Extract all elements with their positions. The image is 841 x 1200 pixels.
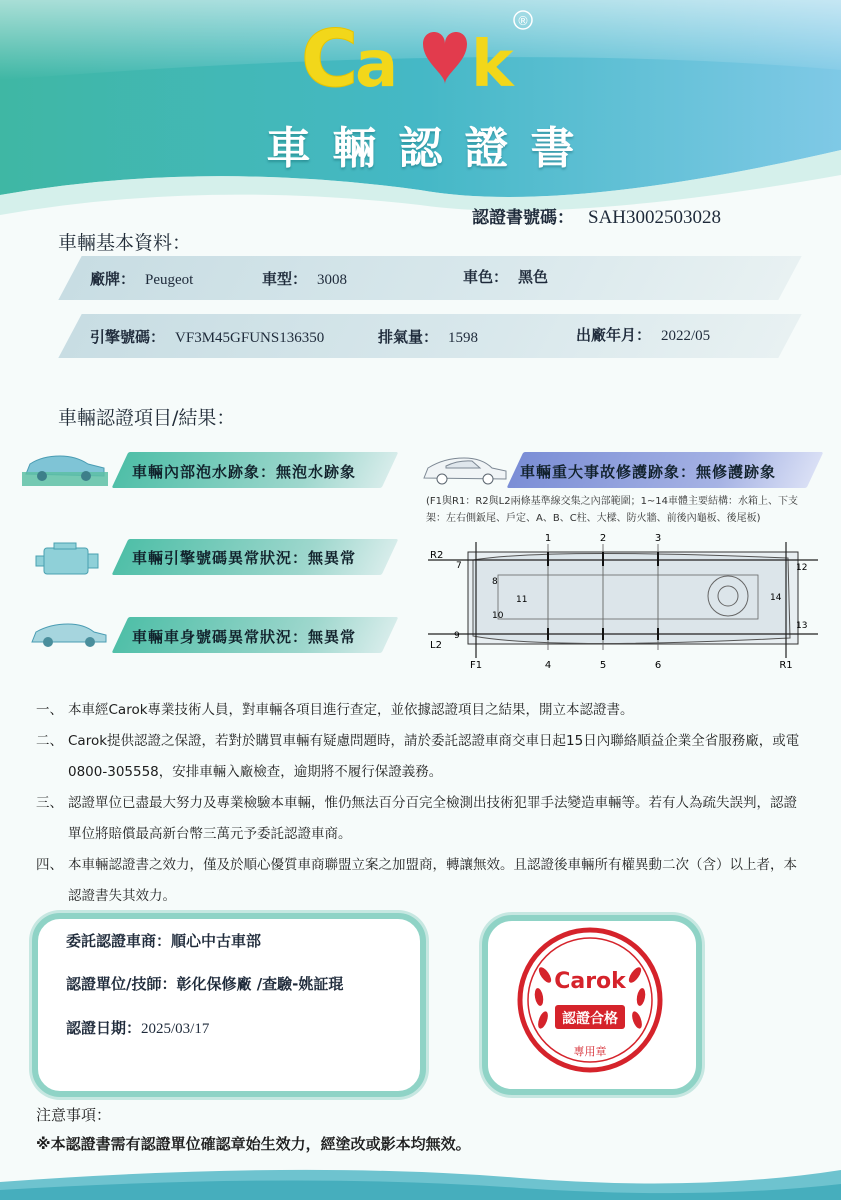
diagram-label-4: 4 [544, 660, 552, 670]
vehicle-info-heading: 車輛基本資料： [58, 232, 192, 254]
diagram-label-1: 1 [544, 533, 552, 544]
brand-label: 廠牌： [90, 270, 136, 288]
certification-date-field [66, 1017, 209, 1038]
seal-brand: Carok [554, 969, 626, 994]
certificate-number-label: 認證書號碼： [472, 208, 574, 228]
inspection-unit-value: 彰化保修廠 /查驗-姚証琨 [176, 975, 344, 993]
term-num: 三、 [36, 795, 63, 811]
dealer-value: 順心中古車部 [171, 932, 262, 950]
displacement-field [378, 326, 478, 347]
result-flood-text: 車輛內部泡水跡象：無泡水跡象 [132, 463, 357, 481]
term-item-2 [36, 726, 806, 788]
term-text: 認證單位已盡最大努力及專業檢驗本車輛，惟仍無法百分百完全檢測出技術犯罪手法變造車輛等。若有人為疏失誤判，認證單位將賠償最高新台幣三萬元予委託認證車商。 [68, 795, 797, 842]
sedan-outline-icon [420, 452, 510, 488]
term-text: 本車輛認證書之效力，僅及於順心優質車商聯盟立案之加盟商，轉讓無效。且認證後車輛所有權異動二次（含）以上者，本認證書失其效力。 [68, 857, 797, 904]
certification-seal [515, 925, 665, 1075]
brand-field [90, 268, 193, 289]
certification-date-label: 認證日期： [66, 1019, 142, 1037]
heart-icon [423, 32, 467, 84]
logo-a: a [354, 28, 398, 102]
year-field [576, 324, 710, 345]
model-field [262, 268, 347, 289]
chassis-diagram [428, 530, 818, 670]
dealer-field [66, 930, 261, 951]
diagram-label-10: 10 [492, 611, 504, 621]
inspection-unit-field [66, 973, 343, 994]
logo-c: C [300, 15, 358, 105]
year-label: 出廠年月： [576, 326, 652, 344]
color-label: 車色： [463, 268, 509, 286]
registered-mark: ® [516, 14, 529, 28]
displacement-label: 排氣量： [378, 328, 439, 346]
terms-list [36, 695, 806, 912]
diagram-label-8: 8 [492, 577, 498, 587]
frame-note: (F1與R1：R2與L2兩條基準線交集之內部範圍；1~14車體主要結構：水箱上、下支架：左右側鈑尾、戶定、A、B、C柱、大樑、防火牆、前後內龜板、後尾板) [426, 496, 799, 524]
brand-value: Peugeot [145, 272, 194, 288]
diagram-label-7: 7 [456, 561, 462, 571]
result-body-text: 車輛車身號碼異常狀況：無異常 [132, 628, 357, 646]
seal-bottom-text: 專用章 [573, 1045, 607, 1058]
color-field [463, 266, 548, 287]
carok-logo-mark [291, 6, 551, 106]
diagram-label-f1: F1 [469, 660, 483, 670]
diagram-label-12: 12 [796, 563, 808, 573]
year-value: 2022/05 [661, 328, 711, 344]
term-num: 四、 [36, 857, 63, 873]
diagram-label-2: 2 [599, 533, 607, 544]
diagram-label-14: 14 [770, 593, 782, 603]
diagram-label-5: 5 [599, 660, 607, 670]
diagram-label-r2: R2 [430, 550, 444, 561]
footer-wave [0, 1160, 841, 1200]
color-value: 黑色 [518, 268, 549, 286]
engine-label: 引擎號碼： [90, 328, 166, 346]
carok-logo [0, 6, 841, 106]
diagram-label-13: 13 [796, 621, 808, 631]
diagram-label-9: 9 [454, 631, 460, 641]
document-title: 車輛認證書 [266, 123, 597, 174]
diagram-label-6: 6 [654, 660, 662, 670]
term-text: Carok提供認證之保證，若對於購買車輛有疑慮問題時，請於委託認證車商交車日起15日內聯絡順益企業全省服務廠，或電0800-305558，安排車輛入廠檢查，逾期將不履行保證義務。 [68, 733, 800, 780]
car-body-icon [28, 620, 108, 648]
term-text: 本車經Carok專業技術人員，對車輛各項目進行查定，並依據認證項目之結果，開立本認證書。 [68, 702, 634, 718]
certificate-number-value: SAH3002503028 [588, 207, 722, 228]
inspection-unit-label: 認證單位/技師： [66, 975, 177, 993]
displacement-value: 1598 [448, 330, 479, 346]
model-value: 3008 [317, 272, 348, 288]
flooded-car-icon [22, 450, 108, 486]
result-accident-text: 車輛重大事故修護跡象：無修護跡象 [520, 463, 777, 481]
engine-field [90, 326, 324, 347]
notice-heading: 注意事項： [36, 1106, 112, 1124]
engine-icon [34, 542, 100, 578]
term-num: 一、 [36, 702, 63, 718]
diagram-label-3: 3 [654, 533, 662, 544]
diagram-label-11: 11 [516, 595, 528, 605]
result-engine-text: 車輛引擎號碼異常狀況：無異常 [132, 549, 357, 567]
engine-value: VF3M45GFUNS136350 [175, 330, 325, 346]
results-heading: 車輛認證項目/結果： [58, 407, 236, 429]
term-num: 二、 [36, 733, 63, 749]
diagram-label-l2: L2 [430, 640, 442, 651]
term-item-4 [36, 850, 806, 912]
notice-text: ※本認證書需有認證單位確認章始生效力，經塗改或影本均無效。 [36, 1135, 471, 1153]
seal-center-text: 認證合格 [562, 1011, 618, 1027]
certification-date-value: 2025/03/17 [141, 1021, 210, 1037]
term-item-1 [36, 695, 806, 726]
model-label: 車型： [262, 270, 308, 288]
diagram-label-r1: R1 [779, 660, 793, 670]
certificate-number [472, 203, 721, 229]
term-item-3 [36, 788, 806, 850]
logo-k: k [470, 28, 514, 102]
dealer-label: 委託認證車商： [66, 932, 172, 950]
